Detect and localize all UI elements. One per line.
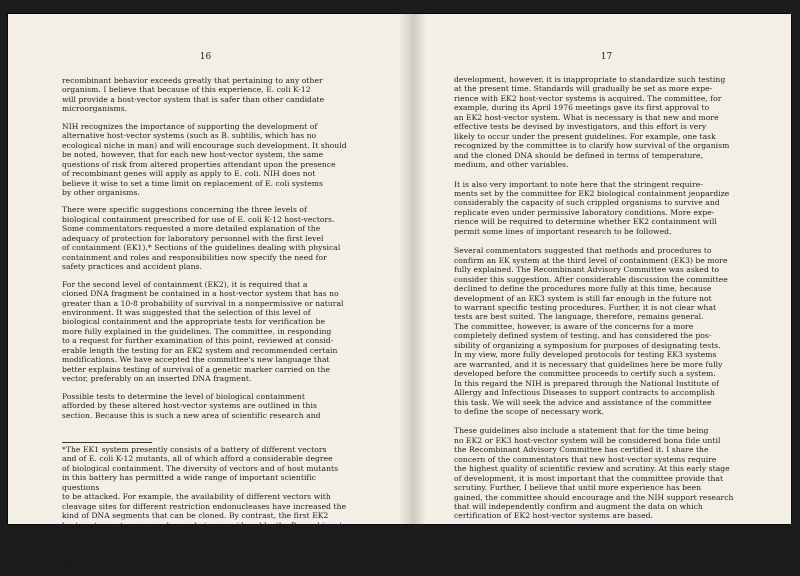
left-paragraph-2: NIH recognizes the importance of supporting the development of alternative host-vector systems (such as B. subtilis, which has no ecological niche in man) and will encourage such development. It should be noted, however, that for each new host-vector system, the same questions of risk from altered properties attendant upon the presence of recombinant genes will apply as apply to E. coli. NIH does not believe it wise to set a time limit on replacement of E. coli systems by other organisms.	[62, 121, 347, 197]
left-paragraph-4: For the second level of containment (EK2), it is required that a cloned DNA fragment be contained in a host-vector system that has no greater than a 10-8 probability of survival in a nonpermissive or natural environment. It was suggested that the selection of this level of biological containment and the appropriate tests for verification be more fully explained in the guidelines. The committee, in responding to a request for further examination of this point, reviewed at consid- erable length the testing for an EK2 system and recommended certain modifications. We have accepted the committee's new language that better explains testing of survival of a genetic marker carried on the vector, preferably on an inserted DNA fragment.	[62, 279, 344, 384]
right-page-body	[454, 75, 762, 529]
left-paragraph-1: recombinant behavior exceeds greatly that pertaining to any other organism. I believe that because of this experience, E. coli K-12 will provide a host-vector system that is safer than other candidate microorganisms.	[62, 76, 325, 114]
page-number-right: 17	[600, 52, 613, 62]
footnote: *The EK1 system presently consists of a battery of different vectors and of E. coli K-12 mutants, all of which afford a considerable degree of biological containment. The diversity of vectors and of host mutants in this battery has permitted a wide range of important scientific questions to be attacked. For example, the availability of different vectors with cleavage sites for different restriction endonucleases have increased the kind of DNA segments that can be cloned. By contrast, the first EK2 host-vector systems are only now being considered by the Recombinant Advisory Committee. While NIH is supporting the development of more EK2 host-vector systems, it is not expected that a battery equivalent to that available for the EK1 system will be certified by the Recombinant Advisory Committee in the near future.	[62, 444, 347, 568]
left-page	[8, 14, 403, 568]
footnote-rule	[62, 442, 152, 443]
page-number-left: 16	[199, 52, 212, 62]
right-paragraph-4: These guidelines also include a statement that for the time being no EK2 or EK3 host-vector system will be considered bona fide until the Recombinant Advisory Committee has certified it. I share the concern of the commentators that new host-vector systems require the highest quality of scientific review and scrutiny. At this early stage of development, it is most important that the committee provide that scrutiny. Further, I believe that until more experience has been gained, the committee should encourage and the NIH support research that will independently confirm and augment the data on which certification of EK2 host-vector systems are based.	[454, 426, 734, 521]
right-page	[422, 14, 791, 524]
left-page-body	[62, 76, 352, 576]
right-paragraph-3: Several commentators suggested that methods and procedures to confirm an EK system at the third level of containment (EK3) be more fully explained. The Recombinant Advisory Committee was asked to consider this suggestion. After considerable discussion the committee declined to define the procedures more fully at this time, because development of an EK3 system is still far enough in the future not to warrant specific testing procedures. Further, it is not clear what tests are best suited. The language, therefore, remains general. The committee, however, is aware of the concerns for a more completely defined system of testing, and has considered the pos- sibility of organizing a symposium for purposes of designating tests. In my view, more fully developed protocols for testing EK3 systems are warranted, and it is necessary that guidelines here be more fully developed before the committee proceeds to certify such a system. In this regard the NIH is prepared through the National Institute of Allergy and Infectious Diseases to support contracts to accomplish this task. We will seek the advice and assistance of the committee to define the scope of necessary work.	[454, 246, 728, 416]
book-spread	[8, 14, 791, 568]
right-paragraph-2: It is also very important to note here that the stringent require- ments set by the committee for EK2 biological containment jeopardize considerably the capacity of such crippled organisms to survive and replicate even under permissive laboratory conditions. More expe- rience will be required to determine whether EK2 containment will permit some lines of important research to be followed.	[454, 179, 730, 236]
left-paragraph-5: Possible tests to determine the level of biological containment afforded by these altered host-vector systems are outlined in this section. Because this is such a new area of scientific research and	[62, 391, 321, 420]
left-paragraph-3: There were specific suggestions concerning the three levels of biological containment prescribed for use of E. coli K-12 host-vectors. Some commentators requested a more detailed explanation of the adequacy of protection for laboratory personnel with the first level of containment (EK1).* Sections of the guidelines dealing with physical containment and roles and responsibilities now specify the need for safety practices and accident plans.	[62, 205, 341, 272]
right-paragraph-1: development, however, it is inappropriate to standardize such testing at the present time. Standards will gradually be set as more expe- rience with EK2 host-vector systems is acquired. The committee, for example, during its April 1976 meetings gave its first approval to an EK2 host-vector system. What is necessary is that new and more effective tests be devised by investigators, and this effort is very likely to occur under the present guidelines. For example, one task recognized by the committee is to clarify how survival of the organism and the cloned DNA should be defined in terms of temperature, medium, and other variables.	[454, 75, 730, 170]
